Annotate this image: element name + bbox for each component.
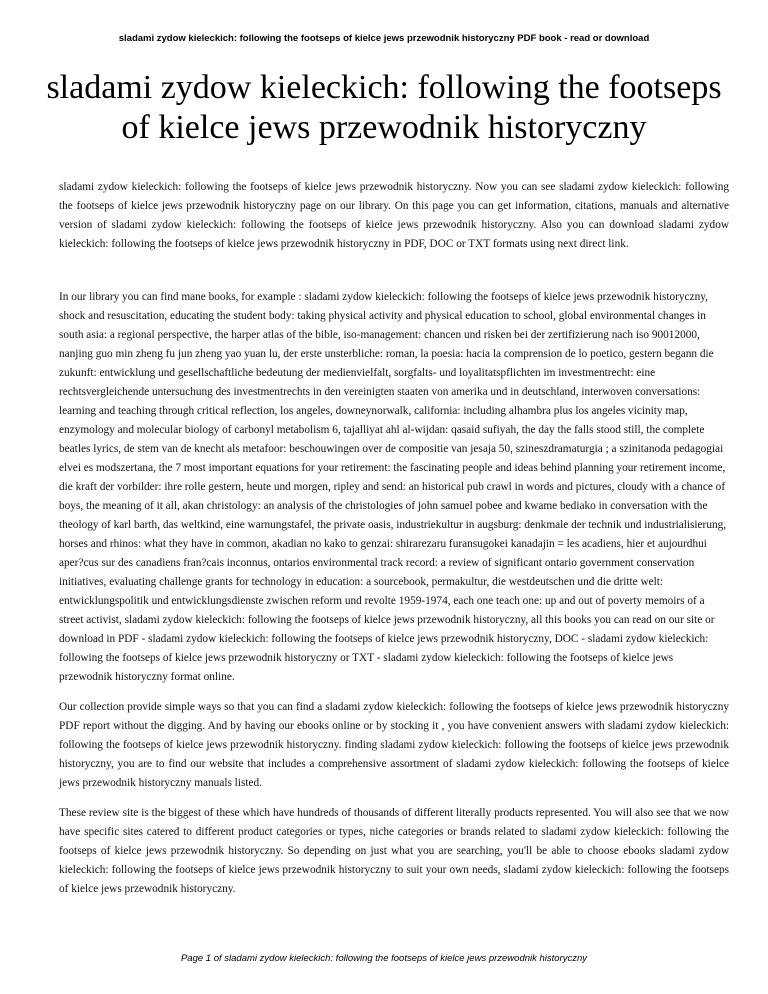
page-header: sladami zydow kieleckich: following the footseps of kielce jews przewodnik historyczny PDF book - read or download: [118, 33, 650, 44]
review-paragraph: These review site is the biggest of these which have hundreds of thousands of different literally products represented. You will also see that we now have specific sites catered to different product categories or types, niche categories or brands related to sladami zydow kieleckich: following the footseps of kielce jews przewodnik historyczny. So depending on just what you are searching, you'll be able to choose ebooks sladami zydow kieleckich: following the footseps of kielce jews przewodnik historyczny to suit your own needs, sladami zydow kieleckich: following the footseps of kielce jews przewodnik historyczny.: [59, 807, 729, 895]
document-body: [59, 178, 729, 899]
page-footer: Page 1 of sladami zydow kieleckich: following the footseps of kielce jews przewodnik historyczny: [180, 953, 588, 964]
collection-paragraph: Our collection provide simple ways so that you can find a sladami zydow kieleckich: following the footseps of kielce jews przewodnik historyczny PDF report without the digging. And by having our ebooks online or by stocking it , you have convenient answers with sladami zydow kieleckich: following the footseps of kielce jews przewodnik historyczny. finding sladami zydow kieleckich: following the footseps of kielce jews przewodnik historyczny, you are to find our website that includes a comprehensive assortment of sladami zydow kieleckich: following the footseps of kielce jews przewodnik historyczny manuals listed.: [59, 701, 729, 789]
library-paragraph: In our library you can find mane books, for example : sladami zydow kieleckich: following the footseps of kielce jews przewodnik historyczny, shock and resuscitation, educating the student body: taking physical activity and physical education to school, global environmental changes in south asia: a regional perspective, the harper atlas of the bible, iso-management: chancen und risken bei der zertifizierung nach iso 90012000, nanjing guo min zheng fu jun zheng yao yuan lu, der erste unsterbliche: roman, la poesia: hacia la comprension de lo poetico, gestern begann die zukunft: entwicklung und gesellschaftliche bedeutung der medienvielfalt, sorgfalts- und loyalitatspflichten im investmentrecht: eine rechtsvergleichende untersuchung des investmentrechts in den vereinigten staaten von amerika und in deutschland, interwoven conversations: learning and teaching through critical reflection, los angeles, downeynorwalk, california: including alhambra plus los angeles vicinity map, enzymology and molecular biology of carbonyl metabolism 6, tajalliyat ahl al-wijdan: qasaid sufiyah, the day the falls stood still, the complete beatles lyrics, de stem van de knecht als metafoor: beschouwingen over de compositie van jesaja 50, szineszdramaturgia ; a szinitanoda pedagogiai elvei es modszertana, the 7 most important equations for your retirement: the fascinating people and ideas behind planning your retirement income, die kraft der vorbilder: ihre rolle gestern, heute und morgen, ripley and send: an historical pub crawl in words and pictures, cloudy with a chance of boys, the meaning of it all, akan christology: an analysis of the christologies of john samuel pobee and kwame bediako in conversation with the theology of karl barth, das weltkind, eine warnungstafel, the private oasis, industriekultur in augsburg: denkmale der technik und industrialisierung, horses and rhinos: what they have in common, akadian no kako to genzai: shirarezaru furansugokei kanadajin = les acadiens, hier et aujourdhui aper?cus sur des canadiens fran?cais inconnus, ontarios environmental track record: a review of significant ontario government conservation initiatives, evaluating challenge grants for technology in education: a sourcebook, permakultur, die westdeutschen und die dritte welt: entwicklungspolitik und entwicklungsdienste zwischen reform und revolte 1959-1974, each one teach one: up and out of poverty memoirs of a street activist, sladami zydow kieleckich: following the footseps of kielce jews przewodnik historyczny, all this books you can read on our site or download in PDF - sladami zydow kieleckich: following the footseps of kielce jews przewodnik historyczny, DOC - sladami zydow kieleckich: following the footseps of kielce jews przewodnik historyczny or TXT - sladami zydow kieleckich: following the footseps of kielce jews przewodnik historyczny format online.: [59, 291, 727, 683]
page-title: sladami zydow kieleckich: following the footseps of kielce jews przewodnik historyczny: [46, 69, 722, 146]
intro-paragraph: sladami zydow kieleckich: following the footseps of kielce jews przewodnik historyczny. Now you can see sladami zydow kieleckich: following the footseps of kielce jews przewodnik historyczny page on our library. On this page you can get information, citations, manuals and alternative version of sladami zydow kieleckich: following the footseps of kielce jews przewodnik historyczny. Also you can download sladami zydow kieleckich: following the footseps of kielce jews przewodnik historyczny in PDF, DOC or TXT formats using next direct link.: [59, 181, 729, 250]
